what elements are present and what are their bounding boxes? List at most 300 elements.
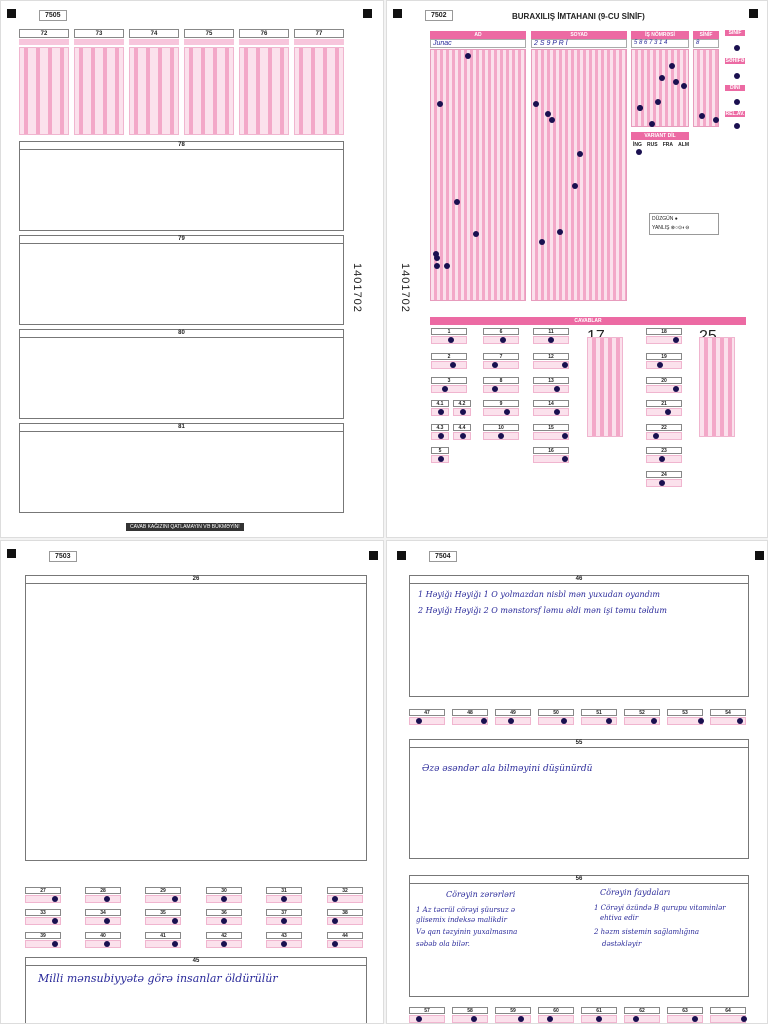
bubble-row[interactable] xyxy=(453,408,471,416)
question-11[interactable] xyxy=(533,328,569,344)
filled-bubble xyxy=(539,239,545,245)
page-answer-sheet-1 xyxy=(0,0,384,538)
exam-title: BURAXILIŞ İMTAHANI (9-CU SİNİF) xyxy=(512,12,645,21)
bubble-row[interactable] xyxy=(327,917,363,925)
bubble-row[interactable] xyxy=(145,917,181,925)
answer-box-26[interactable] xyxy=(25,575,367,861)
question-20[interactable] xyxy=(646,377,682,393)
write-row[interactable] xyxy=(129,39,179,45)
question-number: 64 xyxy=(710,1007,746,1014)
question-62[interactable] xyxy=(624,1007,660,1023)
question-number: 36 xyxy=(206,909,242,916)
footer-warning: CAVAB KAĞIZINI QATLAMAYIN VƏ BÜKMƏYİN! xyxy=(126,523,244,531)
question-number: 19 xyxy=(646,353,682,360)
question-4.1[interactable] xyxy=(431,400,449,416)
question-number: 9 xyxy=(483,400,519,407)
write-row[interactable] xyxy=(19,39,69,45)
sinif-header: SİNİF KODU xyxy=(693,31,719,39)
question-50[interactable] xyxy=(538,709,574,725)
bubble-row[interactable] xyxy=(581,717,617,725)
bubble-column[interactable] xyxy=(239,47,289,135)
question-number: 4.4 xyxy=(453,424,471,431)
question-59[interactable] xyxy=(495,1007,531,1023)
question-28[interactable] xyxy=(85,887,121,903)
question-number: 41 xyxy=(145,932,181,939)
question-4.3[interactable] xyxy=(431,424,449,440)
lang-rus[interactable]: RUS xyxy=(647,142,658,148)
question-39[interactable] xyxy=(25,932,61,948)
filled-bubble xyxy=(460,433,466,439)
answer-box-46[interactable] xyxy=(409,575,749,697)
bubble-row[interactable] xyxy=(667,1015,703,1023)
sinif-bubble-grid[interactable] xyxy=(693,49,719,127)
handwritten-56-heading-right: Cörəyin faydaları xyxy=(600,888,671,897)
bubble-row[interactable] xyxy=(646,408,682,416)
question-63[interactable] xyxy=(667,1007,703,1023)
question-49[interactable] xyxy=(495,709,531,725)
bubble-column[interactable] xyxy=(74,47,124,135)
bubble-row[interactable] xyxy=(431,432,449,440)
question-number: 57 xyxy=(409,1007,445,1014)
bubble-group-73[interactable] xyxy=(74,29,124,137)
question-number: 20 xyxy=(646,377,682,384)
bubble-row[interactable] xyxy=(533,361,569,369)
question-4.2[interactable] xyxy=(453,400,471,416)
bubble-row[interactable] xyxy=(581,1015,617,1023)
question-38[interactable] xyxy=(327,909,363,925)
question-48[interactable] xyxy=(452,709,488,725)
page-answer-sheet-2 xyxy=(386,0,768,538)
page-answer-sheet-3 xyxy=(0,540,384,1024)
filled-bubble xyxy=(52,941,58,947)
filled-bubble xyxy=(572,183,578,189)
filled-bubble xyxy=(549,117,555,123)
question-number: 32 xyxy=(327,887,363,894)
id-number: 1401702 xyxy=(351,263,363,313)
soyad-bubble-grid[interactable] xyxy=(531,49,627,301)
id-number: 1401702 xyxy=(399,263,411,313)
write-row[interactable] xyxy=(74,39,124,45)
bubble-column[interactable] xyxy=(184,47,234,135)
question-number: 21 xyxy=(646,400,682,407)
filled-bubble xyxy=(52,896,58,902)
filled-bubble xyxy=(651,718,657,724)
group-label: 75 xyxy=(184,29,234,38)
handwritten-56-right-3: 2 həzm sistemin sağlamlığına xyxy=(594,928,700,936)
lang-fra[interactable]: FRA xyxy=(662,142,674,148)
question-30[interactable] xyxy=(206,887,242,903)
filled-bubble xyxy=(172,918,178,924)
filled-bubble xyxy=(734,45,740,51)
bubble-row[interactable] xyxy=(533,385,569,393)
handwritten-56-left-4: səbəb ola bilər. xyxy=(416,940,470,948)
bubble-column-17[interactable] xyxy=(587,337,623,437)
bubble-row[interactable] xyxy=(266,895,302,903)
question-58[interactable] xyxy=(452,1007,488,1023)
question-9[interactable] xyxy=(483,400,519,416)
question-12[interactable] xyxy=(533,353,569,369)
filled-bubble xyxy=(659,480,665,486)
bubble-group-77[interactable] xyxy=(294,29,344,137)
question-1[interactable] xyxy=(431,328,467,344)
question-5[interactable] xyxy=(431,447,449,463)
question-number: 42 xyxy=(206,932,242,939)
handwritten-56-heading-left: Cörəyin zərərləri xyxy=(446,890,516,899)
box-label: 56 xyxy=(410,876,748,884)
question-64[interactable] xyxy=(710,1007,746,1023)
handwritten-46-line1: 1 Həyiğı Həyiğı 1 O yolmazdan nisbl mən yuxudan oyandım xyxy=(418,590,660,599)
right-label-sinif: SİNİF xyxy=(725,30,745,36)
question-number: 54 xyxy=(710,709,746,716)
filled-bubble xyxy=(734,99,740,105)
registration-mark xyxy=(393,9,402,18)
question-53[interactable] xyxy=(667,709,703,725)
filled-bubble xyxy=(606,718,612,724)
question-29[interactable] xyxy=(145,887,181,903)
question-4.4[interactable] xyxy=(453,424,471,440)
filled-bubble xyxy=(713,117,719,123)
handwritten-56-right-2: ehtiva edir xyxy=(600,914,639,922)
question-21[interactable] xyxy=(646,400,682,416)
bubble-row[interactable] xyxy=(483,336,519,344)
bubble-row[interactable] xyxy=(431,385,467,393)
question-number: 12 xyxy=(533,353,569,360)
is-bubble-grid[interactable] xyxy=(631,49,689,127)
bubble-group-76[interactable] xyxy=(239,29,289,137)
filled-bubble xyxy=(221,896,227,902)
filled-bubble xyxy=(669,63,675,69)
filled-bubble xyxy=(332,896,338,902)
bubble-row[interactable] xyxy=(646,336,682,344)
registration-mark xyxy=(7,549,16,558)
question-number: 59 xyxy=(495,1007,531,1014)
filled-bubble xyxy=(471,1016,477,1022)
filled-bubble xyxy=(655,99,661,105)
filled-bubble xyxy=(737,718,743,724)
is-value: 5 8 6 7 3 1 4 xyxy=(631,39,689,48)
right-label-dini: DİNİ xyxy=(725,85,745,91)
answer-box-55[interactable] xyxy=(409,739,749,859)
question-number: 6 xyxy=(483,328,519,335)
is-header: İŞ NÖMRƏSİ xyxy=(631,31,689,39)
bubble-row[interactable] xyxy=(206,917,242,925)
sheet-code: 7505 xyxy=(39,10,67,21)
bubble-row[interactable] xyxy=(145,895,181,903)
answer-box-79[interactable] xyxy=(19,235,344,325)
question-54[interactable] xyxy=(710,709,746,725)
lang-eng[interactable]: İNG xyxy=(633,142,642,148)
answer-box-78[interactable] xyxy=(19,141,344,231)
question-number: 29 xyxy=(145,887,181,894)
question-19[interactable] xyxy=(646,353,682,369)
filled-bubble xyxy=(221,918,227,924)
bubble-row[interactable] xyxy=(25,895,61,903)
legend-box: DÜZGÜN ● YANLIŞ ⊗○⊙◐⊖ xyxy=(649,213,719,235)
question-number: 27 xyxy=(25,887,61,894)
question-7[interactable] xyxy=(483,353,519,369)
question-number: 30 xyxy=(206,887,242,894)
bubble-row[interactable] xyxy=(624,717,660,725)
registration-mark xyxy=(7,9,16,18)
question-15[interactable] xyxy=(533,424,569,440)
filled-bubble xyxy=(104,941,110,947)
bubble-row[interactable] xyxy=(710,717,746,725)
box-label: 26 xyxy=(26,576,366,584)
bubble-column-25[interactable] xyxy=(699,337,735,437)
bubble-row[interactable] xyxy=(206,895,242,903)
question-number: 1 xyxy=(431,328,467,335)
registration-mark xyxy=(749,9,758,18)
question-52[interactable] xyxy=(624,709,660,725)
filled-bubble xyxy=(437,101,443,107)
question-44[interactable] xyxy=(327,932,363,948)
bubble-row[interactable] xyxy=(85,895,121,903)
question-number: 15 xyxy=(533,424,569,431)
question-47[interactable] xyxy=(409,709,445,725)
question-number: 7 xyxy=(483,353,519,360)
question-number: 13 xyxy=(533,377,569,384)
bubble-row[interactable] xyxy=(483,385,519,393)
question-number: 10 xyxy=(483,424,519,431)
handwritten-55: Əzə əsəndər ala bilməyini düşünürdü xyxy=(422,764,593,774)
question-number: 31 xyxy=(266,887,302,894)
bubble-column[interactable] xyxy=(19,47,69,135)
box-label: 46 xyxy=(410,576,748,584)
question-3[interactable] xyxy=(431,377,467,393)
filled-bubble xyxy=(533,101,539,107)
question-number: 53 xyxy=(667,709,703,716)
filled-bubble xyxy=(52,918,58,924)
filled-bubble xyxy=(172,941,178,947)
filled-bubble xyxy=(492,362,498,368)
bubble-row[interactable] xyxy=(533,455,569,463)
bubble-group-72[interactable] xyxy=(19,29,69,137)
question-37[interactable] xyxy=(266,909,302,925)
question-number: 18 xyxy=(646,328,682,335)
write-row[interactable] xyxy=(239,39,289,45)
question-22[interactable] xyxy=(646,424,682,440)
soyad-value: 2 S 9 P R İ xyxy=(531,39,627,48)
bubble-row[interactable] xyxy=(206,940,242,948)
filled-bubble xyxy=(699,113,705,119)
bubble-row[interactable] xyxy=(452,717,488,725)
bubble-row[interactable] xyxy=(266,940,302,948)
question-51[interactable] xyxy=(581,709,617,725)
question-number: 63 xyxy=(667,1007,703,1014)
right-label-relav: REL.AV. xyxy=(725,111,745,117)
question-31[interactable] xyxy=(266,887,302,903)
filled-bubble xyxy=(442,386,448,392)
right-label-sehife: SƏHİFƏ xyxy=(725,58,745,64)
filled-bubble xyxy=(492,386,498,392)
bubble-row[interactable] xyxy=(145,940,181,948)
question-14[interactable] xyxy=(533,400,569,416)
filled-bubble xyxy=(498,433,504,439)
bubble-row[interactable] xyxy=(710,1015,746,1023)
handwritten-56-left-3: Və qan təzyinin yuxalmasına xyxy=(416,928,518,936)
bubble-row[interactable] xyxy=(431,336,467,344)
question-2[interactable] xyxy=(431,353,467,369)
write-row[interactable] xyxy=(184,39,234,45)
filled-bubble xyxy=(454,199,460,205)
question-27[interactable] xyxy=(25,887,61,903)
question-number: 22 xyxy=(646,424,682,431)
bubble-row[interactable] xyxy=(495,1015,531,1023)
bubble-row[interactable] xyxy=(667,717,703,725)
bubble-row[interactable] xyxy=(85,917,121,925)
bubble-row[interactable] xyxy=(646,385,682,393)
question-33[interactable] xyxy=(25,909,61,925)
bubble-row[interactable] xyxy=(266,917,302,925)
question-16[interactable] xyxy=(533,447,569,463)
question-number: 23 xyxy=(646,447,682,454)
question-number: 4.1 xyxy=(431,400,449,407)
bubble-row[interactable] xyxy=(453,432,471,440)
registration-mark xyxy=(397,551,406,560)
bubble-row[interactable] xyxy=(431,455,449,463)
filled-bubble xyxy=(562,362,568,368)
question-24[interactable] xyxy=(646,471,682,487)
group-label: 72 xyxy=(19,29,69,38)
bubble-row[interactable] xyxy=(646,455,682,463)
filled-bubble xyxy=(481,718,487,724)
bubble-row[interactable] xyxy=(533,408,569,416)
filled-bubble xyxy=(673,337,679,343)
box-label: 80 xyxy=(20,330,343,338)
question-43[interactable] xyxy=(266,932,302,948)
bubble-row[interactable] xyxy=(483,432,519,440)
question-34[interactable] xyxy=(85,909,121,925)
legend-correct: DÜZGÜN xyxy=(652,216,674,222)
bubble-group-75[interactable] xyxy=(184,29,234,137)
cavablar-header: CAVABLAR xyxy=(430,317,746,325)
question-13[interactable] xyxy=(533,377,569,393)
filled-bubble xyxy=(104,896,110,902)
bubble-row[interactable] xyxy=(431,408,449,416)
bubble-row[interactable] xyxy=(431,361,467,369)
write-row[interactable] xyxy=(294,39,344,45)
filled-bubble xyxy=(577,151,583,157)
filled-bubble xyxy=(557,229,563,235)
question-18[interactable] xyxy=(646,328,682,344)
question-number: 58 xyxy=(452,1007,488,1014)
lang-alm[interactable]: ALM xyxy=(678,142,689,148)
bubble-row[interactable] xyxy=(646,361,682,369)
question-number: 24 xyxy=(646,471,682,478)
bubble-row[interactable] xyxy=(483,361,519,369)
box-label: 45 xyxy=(26,958,366,966)
question-number: 38 xyxy=(327,909,363,916)
question-number: 61 xyxy=(581,1007,617,1014)
group-label: 77 xyxy=(294,29,344,38)
bubble-row[interactable] xyxy=(327,895,363,903)
bubble-row[interactable] xyxy=(533,336,569,344)
filled-bubble xyxy=(562,456,568,462)
bubble-row[interactable] xyxy=(624,1015,660,1023)
filled-bubble xyxy=(332,941,338,947)
variant-header: VARIANT DİL xyxy=(631,132,689,140)
answer-box-56[interactable] xyxy=(409,875,749,997)
bubble-row[interactable] xyxy=(452,1015,488,1023)
bubble-row[interactable] xyxy=(327,940,363,948)
filled-bubble xyxy=(172,896,178,902)
filled-bubble xyxy=(434,263,440,269)
question-60[interactable] xyxy=(538,1007,574,1023)
bubble-row[interactable] xyxy=(646,432,682,440)
question-10[interactable] xyxy=(483,424,519,440)
filled-bubble xyxy=(508,718,514,724)
bubble-row[interactable] xyxy=(538,717,574,725)
bubble-row[interactable] xyxy=(85,940,121,948)
group-label: 74 xyxy=(129,29,179,38)
filled-bubble xyxy=(649,121,655,127)
answer-box-45[interactable] xyxy=(25,957,367,1024)
question-number: 43 xyxy=(266,932,302,939)
answer-box-80[interactable] xyxy=(19,329,344,419)
question-number: 34 xyxy=(85,909,121,916)
question-8[interactable] xyxy=(483,377,519,393)
bubble-column[interactable] xyxy=(129,47,179,135)
question-32[interactable] xyxy=(327,887,363,903)
sheet-code: 7504 xyxy=(429,551,457,562)
filled-bubble xyxy=(281,941,287,947)
question-number: 16 xyxy=(533,447,569,454)
question-number: 47 xyxy=(409,709,445,716)
filled-bubble xyxy=(681,83,687,89)
legend-wrong: YANLIŞ xyxy=(652,225,670,231)
filled-bubble xyxy=(659,456,665,462)
question-57[interactable] xyxy=(409,1007,445,1023)
bubble-row[interactable] xyxy=(646,479,682,487)
answer-box-81[interactable] xyxy=(19,423,344,513)
sheet-code: 7503 xyxy=(49,551,77,562)
question-40[interactable] xyxy=(85,932,121,948)
question-61[interactable] xyxy=(581,1007,617,1023)
ad-value: Junac xyxy=(430,39,526,48)
bubble-column[interactable] xyxy=(294,47,344,135)
bubble-row[interactable] xyxy=(409,1015,445,1023)
registration-mark xyxy=(363,9,372,18)
question-36[interactable] xyxy=(206,909,242,925)
question-number: 62 xyxy=(624,1007,660,1014)
bubble-row[interactable] xyxy=(25,940,61,948)
bubble-row[interactable] xyxy=(483,408,519,416)
registration-mark xyxy=(755,551,764,560)
filled-bubble xyxy=(438,409,444,415)
question-6[interactable] xyxy=(483,328,519,344)
filled-bubble xyxy=(545,111,551,117)
question-number: 11 xyxy=(533,328,569,335)
filled-bubble xyxy=(518,1016,524,1022)
question-number: 5 xyxy=(431,447,449,454)
bubble-row[interactable] xyxy=(409,717,445,725)
page-answer-sheet-4 xyxy=(386,540,768,1024)
question-number: 33 xyxy=(25,909,61,916)
bubble-row[interactable] xyxy=(25,917,61,925)
filled-bubble xyxy=(554,409,560,415)
bubble-group-74[interactable] xyxy=(129,29,179,137)
bubble-row[interactable] xyxy=(533,432,569,440)
filled-bubble xyxy=(636,149,642,155)
question-42[interactable] xyxy=(206,932,242,948)
question-41[interactable] xyxy=(145,932,181,948)
box-label: 78 xyxy=(20,142,343,150)
bubble-row[interactable] xyxy=(538,1015,574,1023)
filled-bubble xyxy=(633,1016,639,1022)
question-35[interactable] xyxy=(145,909,181,925)
bubble-row[interactable] xyxy=(495,717,531,725)
question-23[interactable] xyxy=(646,447,682,463)
